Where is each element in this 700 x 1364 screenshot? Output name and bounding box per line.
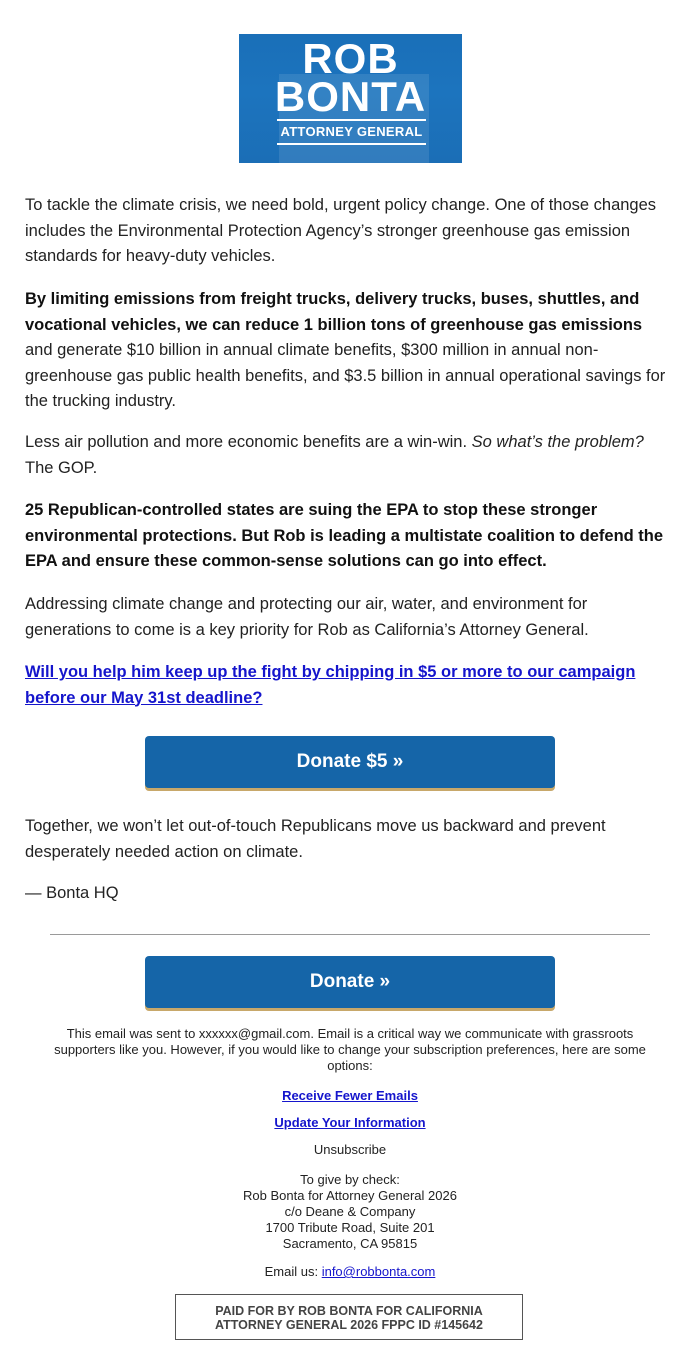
paragraph-lawsuit-bold: 25 Republican-controlled states are suing the EPA to stop these stronger environmental protections. But Rob is leading a multistate coalition to defend the EPA and ensure these common-sense solutions can go into effect. — [25, 501, 664, 570]
paragraph-problem-italic: So what’s the problem? — [471, 433, 644, 451]
footer-notice: This email was sent to xxxxxx@gmail.com. Email is a critical way we communicate with grassroots supporters like you. However, if you would like to change your subscription preferences, here are some options: — [54, 1026, 646, 1073]
footer-update-wrap — [50, 1115, 650, 1131]
paragraph-ask — [25, 660, 670, 711]
email-us-label: Email us: — [264, 1264, 322, 1279]
paragraph-emissions-rest: and generate $10 billion in annual climate benefits, $300 million in annual non-greenhouse gas public health benefits, and $3.5 billion in annual operational savings for the trucking industry. — [25, 341, 666, 410]
footer-email — [50, 1264, 650, 1280]
logo-line-attorney-general: ATTORNEY GENERAL — [277, 119, 426, 145]
donate-button[interactable]: Donate » — [145, 956, 555, 1008]
check-line-4: Sacramento, CA 95815 — [282, 1236, 418, 1251]
chip-in-link[interactable]: Will you help him keep up the fight by chipping in $5 or more to our campaign before our May 31st deadline? — [25, 663, 636, 707]
paragraph-problem-end: The GOP. — [25, 458, 98, 477]
check-line-3: 1700 Tribute Road, Suite 201 — [265, 1220, 435, 1235]
paragraph-lawsuit — [25, 498, 670, 575]
signoff: — Bonta HQ — [25, 884, 119, 902]
divider — [50, 934, 650, 935]
rob-bonta-logo — [239, 34, 462, 163]
paid-line-1: PAID FOR BY ROB BONTA FOR CALIFORNIA — [215, 1304, 483, 1318]
check-line-1: Rob Bonta for Attorney General 2026 — [243, 1188, 457, 1203]
paragraph-priority: Addressing climate change and protecting our air, water, and environment for generations to come is a key priority for Rob as California’s Attorney General. — [25, 595, 589, 639]
check-line-2: c/o Deane & Company — [284, 1204, 416, 1219]
paragraph-problem — [25, 430, 670, 481]
contact-email-link[interactable]: info@robbonta.com — [321, 1264, 436, 1279]
footer-fewer-wrap — [50, 1088, 650, 1104]
unsubscribe-link[interactable]: Unsubscribe — [313, 1142, 387, 1157]
paragraph-together: Together, we won’t let out-of-touch Republicans move us backward and prevent desperately needed action on climate. — [25, 817, 606, 861]
check-address — [50, 1172, 650, 1252]
check-heading: To give by check: — [300, 1172, 400, 1187]
paragraph-emissions — [25, 287, 670, 415]
receive-fewer-emails-link[interactable]: Receive Fewer Emails — [282, 1088, 418, 1103]
paid-line-2: ATTORNEY GENERAL 2026 FPPC ID #145642 — [215, 1318, 483, 1332]
donate-5-button[interactable]: Donate $5 » — [145, 736, 555, 788]
paid-for-disclaimer — [175, 1294, 523, 1340]
paragraph-problem-start: Less air pollution and more economic benefits are a win-win. — [25, 433, 472, 451]
logo-line-bonta: BONTA — [274, 73, 427, 120]
paragraph-emissions-bold: By limiting emissions from freight trucks, delivery trucks, buses, shuttles, and vocational vehicles, we can reduce 1 billion tons of greenhouse gas emissions — [25, 290, 643, 334]
logo-line-rob: ROB — [302, 35, 399, 82]
update-information-link[interactable]: Update Your Information — [274, 1115, 426, 1130]
paragraph-intro: To tackle the climate crisis, we need bold, urgent policy change. One of those changes includes the Environmental Protection Agency’s stronger greenhouse gas emission standards for heavy-duty vehicles. — [25, 196, 657, 265]
